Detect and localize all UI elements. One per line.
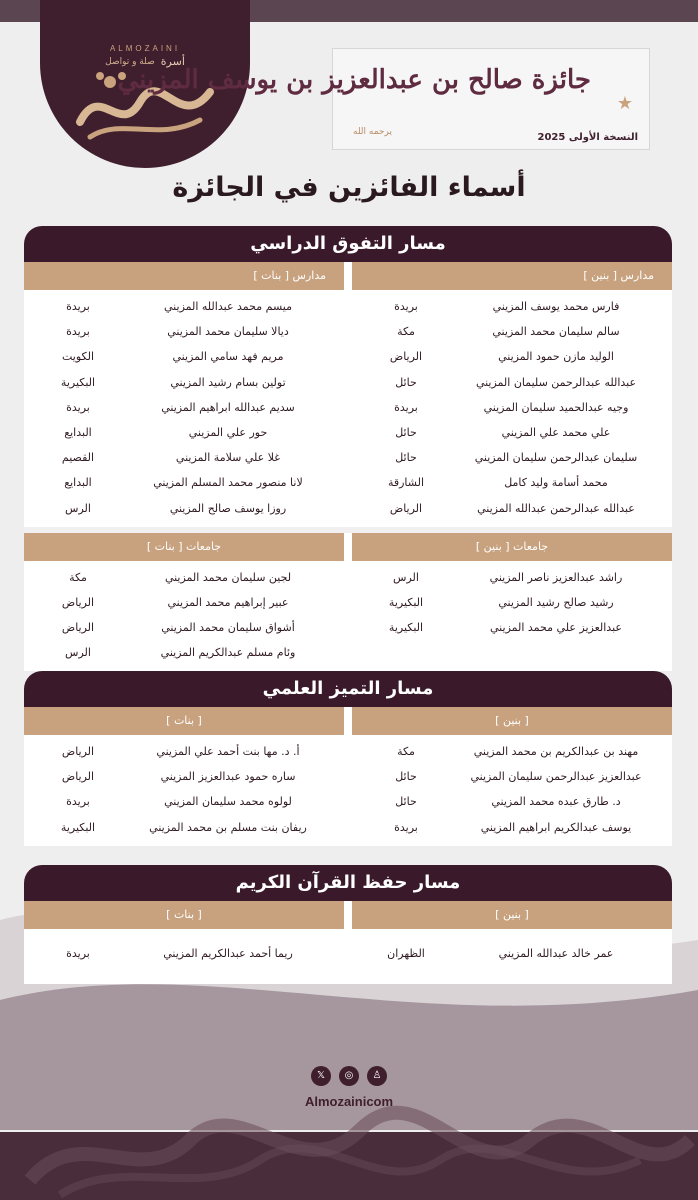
winner-name: حور علي المزيني	[188, 426, 268, 440]
winner-city: مكة	[69, 570, 87, 584]
list-item	[24, 941, 344, 966]
winner-city: القصيم	[61, 451, 95, 465]
winner-name: سليمان عبدالرحمن سليمان المزيني	[474, 451, 638, 465]
science-girls-list	[24, 735, 344, 846]
schools-girls-header: مدارس [ بنات ]	[24, 262, 344, 290]
schools-boys-list	[352, 290, 672, 527]
winner-name: عبدالله عبدالرحمن عبدالله المزيني	[477, 501, 635, 515]
winner-city: الرياض	[389, 501, 423, 515]
science-section	[24, 671, 672, 846]
winner-city: حائل	[395, 795, 417, 809]
list-item	[24, 789, 344, 814]
schools-boys-header: مدارس [ بنين ]	[352, 262, 672, 290]
winner-name: مريم فهد سامي المزيني	[172, 350, 284, 364]
list-item	[352, 615, 672, 640]
winner-name: د. طارق عبده محمد المزيني	[491, 795, 621, 809]
winner-name: روزا يوسف صالح المزيني	[169, 501, 287, 515]
list-item	[24, 815, 344, 840]
winner-city: حائل	[395, 375, 417, 389]
winner-name: رشيد صالح رشيد المزيني	[498, 595, 614, 609]
winner-city: حائل	[395, 426, 417, 440]
list-item	[24, 764, 344, 789]
list-item	[24, 294, 344, 319]
list-item	[352, 420, 672, 445]
winner-city: الرياض	[389, 350, 423, 364]
list-item	[24, 470, 344, 495]
winner-name: راشد عبدالعزيز ناصر المزيني	[489, 570, 623, 584]
winner-name: عمر خالد عبدالله المزيني	[498, 947, 614, 961]
x-icon[interactable]: 𝕏	[311, 1066, 331, 1086]
list-item	[352, 470, 672, 495]
winner-name: سالم سليمان محمد المزيني	[492, 325, 620, 339]
winner-city: الرياض	[61, 595, 95, 609]
winner-name: علي محمد علي المزيني	[501, 426, 611, 440]
bottom-calligraphy-decoration	[0, 1100, 698, 1200]
winner-name: فارس محمد يوسف المزيني	[492, 300, 620, 314]
winner-name: تولين بسام رشيد المزيني	[170, 375, 286, 389]
univ-girls-column	[24, 533, 344, 672]
academic-section	[24, 226, 672, 671]
instagram-icon[interactable]: ◎	[339, 1066, 359, 1086]
schools-girls-column	[24, 262, 344, 527]
logo-latin-text: ALMOZAINI	[109, 44, 181, 53]
science-columns	[24, 707, 672, 846]
science-boys-header: [ بنين ]	[352, 707, 672, 735]
quran-boys-column	[352, 901, 672, 984]
list-item	[24, 565, 344, 590]
science-girls-header: [ بنات ]	[24, 707, 344, 735]
list-item	[352, 764, 672, 789]
list-item	[352, 370, 672, 395]
winner-city: البدايع	[64, 426, 92, 440]
winner-city: مكة	[397, 325, 415, 339]
winner-city: بريدة	[66, 325, 90, 339]
quran-section	[24, 865, 672, 984]
list-item	[352, 344, 672, 369]
schools-girls-list	[24, 290, 344, 527]
science-boys-column	[352, 707, 672, 846]
winner-city: بريدة	[66, 947, 90, 961]
list-item	[352, 590, 672, 615]
winner-name: غلا علي سلامة المزيني	[175, 451, 281, 465]
award-rahimah: يرحمه الله	[353, 127, 392, 137]
winner-city: البكيرية	[60, 375, 96, 389]
list-item	[352, 815, 672, 840]
winner-city: بريدة	[66, 300, 90, 314]
winner-city: الكويت	[61, 350, 95, 364]
winner-name: وجيه عبدالحميد سليمان المزيني	[483, 400, 629, 414]
winner-city: الرس	[65, 646, 91, 660]
winner-name: مهند بن عبدالكريم بن محمد المزيني	[473, 745, 639, 759]
science-girls-column	[24, 707, 344, 846]
winner-name: لولوه محمد سليمان المزيني	[164, 795, 292, 809]
winner-city: الرياض	[61, 770, 95, 784]
winner-city: البكيرية	[60, 820, 96, 834]
winner-name: عبير إبراهيم محمد المزيني	[167, 595, 289, 609]
list-item	[352, 319, 672, 344]
winner-name: لانا منصور محمد المسلم المزيني	[153, 476, 303, 490]
list-item	[24, 344, 344, 369]
quran-girls-list	[24, 929, 344, 984]
winner-name: ديالا سليمان محمد المزيني	[167, 325, 289, 339]
univ-boys-header: جامعات [ بنين ]	[352, 533, 672, 561]
academic-section-title: مسار التفوق الدراسي	[24, 226, 672, 262]
quran-boys-header: [ بنين ]	[352, 901, 672, 929]
schools-boys-column	[352, 262, 672, 527]
univ-boys-list	[352, 561, 672, 647]
quran-boys-list	[352, 929, 672, 984]
winner-city: مكة	[397, 745, 415, 759]
winner-city: البدايع	[64, 476, 92, 490]
winner-name: لجين سليمان محمد المزيني	[164, 570, 292, 584]
list-item	[24, 496, 344, 521]
academic-univ-columns	[24, 533, 672, 672]
academic-schools-columns	[24, 262, 672, 527]
winner-name: أ. د. مها بنت أحمد علي المزيني	[156, 745, 300, 759]
quran-section-body	[24, 901, 672, 984]
list-item	[24, 445, 344, 470]
academic-section-body	[24, 262, 672, 671]
univ-girls-header: جامعات [ بنات ]	[24, 533, 344, 561]
social-icons	[0, 1066, 698, 1086]
award-title: جائزة صالح بن عبدالعزيز بن يوسف المزيني	[117, 65, 591, 95]
winner-name: سديم عبدالله ابراهيم المزيني	[161, 400, 295, 414]
list-item	[352, 294, 672, 319]
list-item	[24, 319, 344, 344]
winner-name: عبدالله عبدالرحمن سليمان المزيني	[475, 375, 637, 389]
list-item	[24, 739, 344, 764]
winner-city: الشارقة	[387, 476, 425, 490]
winner-name: ساره حمود عبدالعزيز المزيني	[160, 770, 296, 784]
list-item	[352, 565, 672, 590]
winner-city: البكيرية	[388, 621, 424, 635]
winner-city: الظهران	[387, 947, 425, 961]
winner-city: الرياض	[61, 745, 95, 759]
winner-name: الوليد مازن حمود المزيني	[498, 350, 614, 364]
winner-city: بريدة	[66, 400, 90, 414]
winner-city: بريدة	[394, 820, 418, 834]
winner-city: حائل	[395, 770, 417, 784]
quran-columns	[24, 901, 672, 984]
science-section-body	[24, 707, 672, 846]
winner-name: أشواق سليمان محمد المزيني	[161, 621, 295, 635]
winner-name: ريما أحمد عبدالكريم المزيني	[163, 947, 293, 961]
list-item	[352, 739, 672, 764]
winner-city: الرس	[393, 570, 419, 584]
quran-girls-header: [ بنات ]	[24, 901, 344, 929]
page-title: أسماء الفائزين في الجائزة	[172, 172, 526, 203]
list-item	[24, 395, 344, 420]
science-boys-list	[352, 735, 672, 846]
award-edition: النسخة الأولى 2025	[537, 132, 638, 143]
winner-name: ريفان بنت مسلم بن محمد المزيني	[149, 820, 307, 834]
winner-name: عبدالعزيز علي محمد المزيني	[490, 621, 622, 635]
list-item	[352, 445, 672, 470]
univ-girls-list	[24, 561, 344, 672]
winner-city: بريدة	[394, 300, 418, 314]
winner-city: بريدة	[66, 795, 90, 809]
logo-family-word: أسرة	[160, 55, 185, 68]
winner-name: يوسف عبدالكريم ابراهيم المزيني	[480, 820, 632, 834]
univ-boys-column	[352, 533, 672, 672]
science-section-title: مسار التميز العلمي	[24, 671, 672, 707]
list-item	[24, 640, 344, 665]
snapchat-icon[interactable]: ♙	[367, 1066, 387, 1086]
quran-girls-column	[24, 901, 344, 984]
social-handle[interactable]: Almozainicom	[304, 1094, 394, 1109]
list-item	[24, 615, 344, 640]
winner-name: محمد أسامة وليد كامل	[504, 476, 608, 490]
winner-city: الرس	[65, 501, 91, 515]
list-item	[24, 370, 344, 395]
winner-name: ميسم محمد عبدالله المزيني	[164, 300, 292, 314]
winner-city: البكيرية	[388, 595, 424, 609]
winner-city: بريدة	[394, 400, 418, 414]
list-item	[352, 496, 672, 521]
list-item	[24, 590, 344, 615]
list-item	[24, 420, 344, 445]
winner-city: حائل	[395, 451, 417, 465]
winner-name: وئام مسلم عبدالكريم المزيني	[160, 646, 296, 660]
winner-name: عبدالعزيز عبدالرحمن سليمان المزيني	[470, 770, 642, 784]
winner-city: الرياض	[61, 621, 95, 635]
logo-motto: صلة و تواصل	[105, 56, 155, 67]
star-icon: ★	[616, 93, 633, 114]
list-item	[352, 395, 672, 420]
quran-section-title: مسار حفظ القرآن الكريم	[24, 865, 672, 901]
list-item	[352, 941, 672, 966]
list-item	[352, 789, 672, 814]
